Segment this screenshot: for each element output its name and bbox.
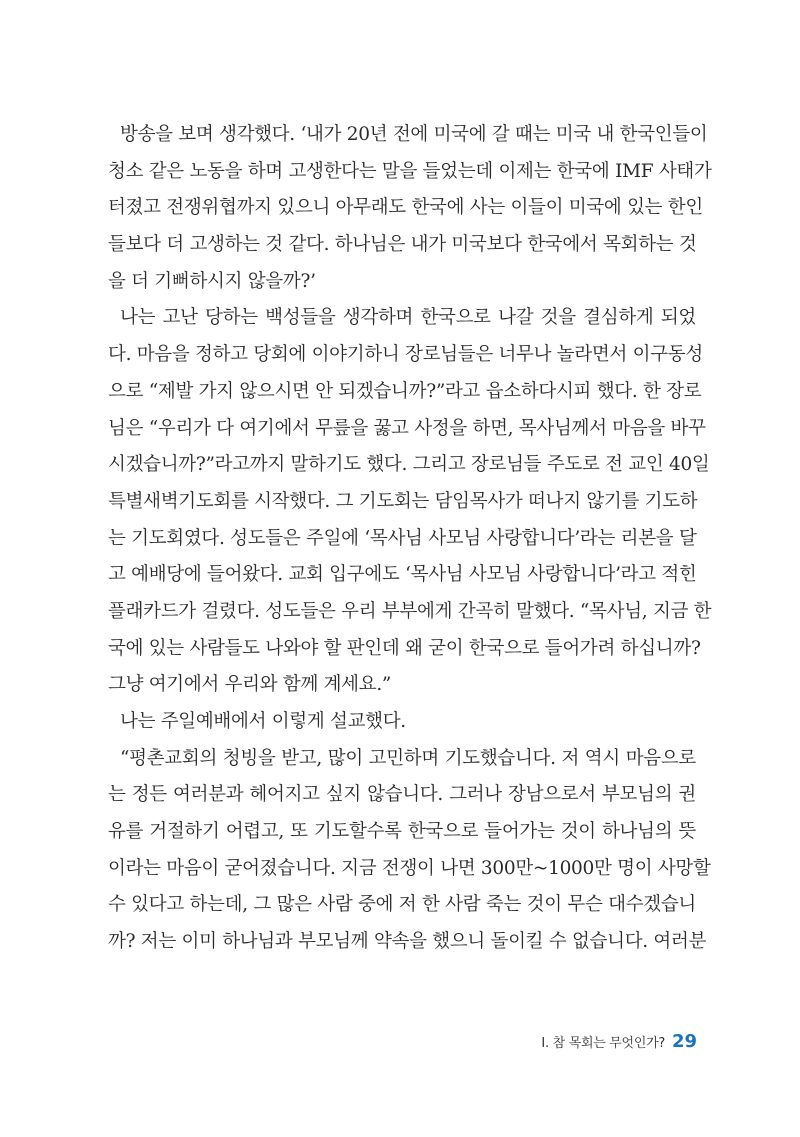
body-line: 들보다 더 고생하는 것 같다. 하나님은 내가 미국보다 한국에서 목회하는 것: [108, 234, 697, 256]
body-line: 고 예배당에 들어왔다. 교회 입구에도 ‘목사님 사모님 사랑합니다’라고 적힌: [108, 564, 697, 586]
page-body-text: [108, 117, 712, 961]
body-line: 국에 있는 사람들도 나와야 할 판인데 왜 굳이 한국으로 들어가려 하십니까?: [108, 637, 701, 659]
body-line: 시겠습니까?”라고까지 말하기도 했다. 그리고 장로님들 주도로 전 교인 40일: [108, 454, 710, 476]
body-line: “평촌교회의 청빙을 받고, 많이 고민하며 기도했습니다. 저 역시 마음으로: [120, 747, 696, 769]
body-line: 유를 거절하기 어렵고, 또 기도할수록 한국으로 들어가는 것이 하나님의 뜻: [108, 821, 696, 843]
body-line: 는 정든 여러분과 헤어지고 싶지 않습니다. 그러나 장남으로서 부모님의 권: [108, 784, 696, 806]
body-line: 으로 “제발 가지 않으시면 안 되겠습니까?”라고 읍소하다시피 했다. 한 장로: [108, 380, 702, 402]
body-line: 플래카드가 걸렸다. 성도들은 우리 부부에게 간곡히 말했다. “목사님, 지금 한: [108, 600, 712, 622]
body-line: 특별새벽기도회를 시작했다. 그 기도회는 담임목사가 떠나지 않기를 기도하: [108, 490, 698, 512]
body-line: 수 있다고 하는데, 그 많은 사람 중에 저 한 사람 죽는 것이 무슨 대수겠습니: [108, 894, 696, 916]
chapter-title: I. 참 목회는 무엇인가?: [541, 1036, 665, 1051]
body-line: 님은 “우리가 다 여기에서 무릎을 꿇고 사정을 하면, 목사님께서 마음을 바꾸: [108, 417, 706, 439]
body-line: 을 더 기뻐하시지 않을까?’: [108, 270, 316, 292]
body-line: 청소 같은 노동을 하며 고생한다는 말을 들었는데 이제는 한국에 IMF 사태가: [108, 160, 712, 182]
page-footer: [541, 1031, 697, 1052]
body-line: 이라는 마음이 굳어졌습니다. 지금 전쟁이 나면 300만~1000만 명이 사망할: [108, 857, 711, 879]
body-line: 그냥 여기에서 우리와 함께 계세요.”: [108, 674, 392, 696]
body-line: 는 기도회였다. 성도들은 주일에 ‘목사님 사모님 사랑합니다’라는 리본을 달: [108, 527, 697, 549]
body-line: 나는 고난 당하는 백성들을 생각하며 한국으로 나갈 것을 결심하게 되었: [120, 307, 696, 329]
body-line: 다. 마음을 정하고 당회에 이야기하니 장로님들은 너무나 놀라면서 이구동성: [108, 344, 703, 366]
body-line: 나는 주일예배에서 이렇게 설교했다.: [120, 711, 406, 732]
body-line: 방송을 보며 생각했다. ‘내가 20년 전에 미국에 갈 때는 미국 내 한국인들이: [120, 124, 708, 145]
body-line: 터졌고 전쟁위협까지 있으니 아무래도 한국에 사는 이들이 미국에 있는 한인: [108, 197, 703, 219]
body-line: 까? 저는 이미 하나님과 부모님께 약속을 했으니 돌이킬 수 없습니다. 여러분: [108, 931, 707, 953]
page-number: 29: [671, 1031, 697, 1052]
